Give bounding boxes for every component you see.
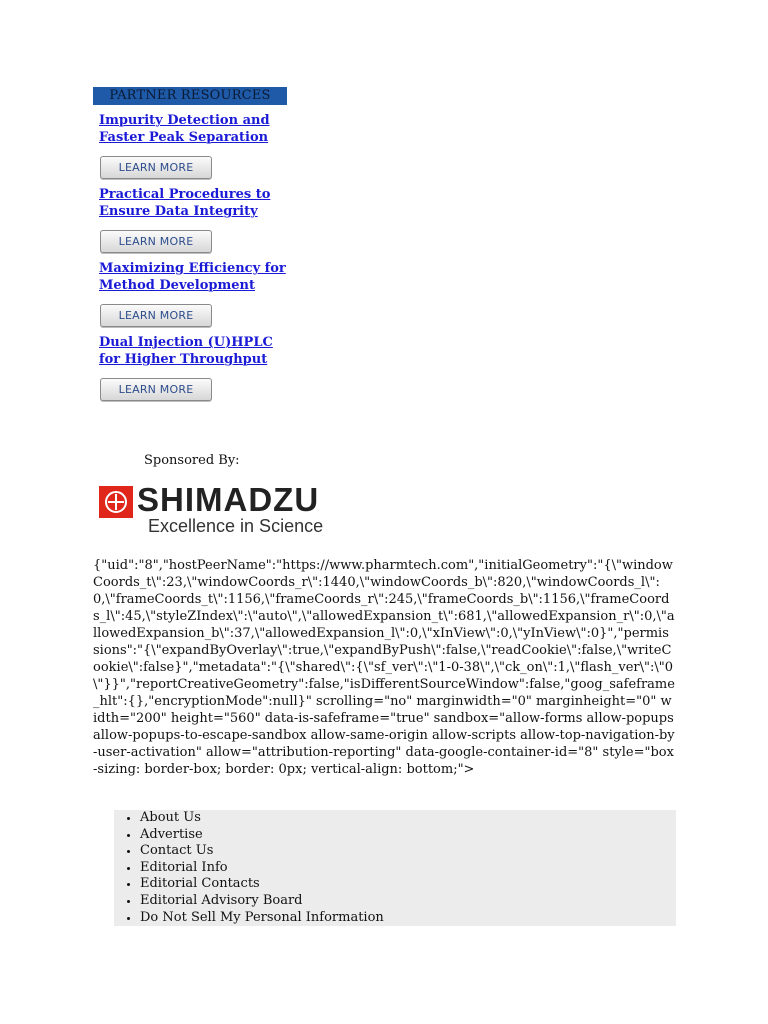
learn-more-button[interactable]: LEARN MORE [100, 156, 212, 179]
sponsor-logo[interactable] [99, 481, 324, 540]
footer-nav [114, 810, 676, 926]
partner-resources [93, 87, 287, 401]
resource-item [99, 186, 287, 253]
footer-link-about-us[interactable]: • About Us [140, 810, 676, 827]
resource-title-line1: Impurity Detection and [99, 113, 270, 128]
resource-title-line1: Dual Injection (U)HPLC [99, 335, 273, 350]
resource-link[interactable] [99, 334, 287, 368]
sponsor-logo-wordmark: SHIMADZU [137, 481, 320, 518]
footer-link-advertise[interactable]: • Advertise [140, 827, 676, 844]
learn-more-button[interactable]: LEARN MORE [100, 378, 212, 401]
footer-link-editorial-advisory-board[interactable]: • Editorial Advisory Board [140, 893, 676, 910]
resource-link[interactable] [99, 186, 287, 220]
resource-item [99, 112, 287, 179]
partner-resources-header: PARTNER RESOURCES [93, 87, 287, 105]
learn-more-button[interactable]: LEARN MORE [100, 230, 212, 253]
resource-title-line1: Practical Procedures to [99, 187, 271, 202]
footer-link-contact-us[interactable]: • Contact Us [140, 843, 676, 860]
resource-title-line2: Ensure Data Integrity [99, 204, 258, 219]
resource-link[interactable] [99, 112, 287, 146]
sponsor-logo-tagline: Excellence in Science [148, 516, 324, 536]
resource-item [99, 260, 287, 327]
resource-title-line2: for Higher Throughput [99, 352, 268, 367]
footer-link-editorial-contacts[interactable]: • Editorial Contacts [140, 876, 676, 893]
resource-item [99, 334, 287, 401]
footer-link-editorial-info[interactable]: • Editorial Info [140, 860, 676, 877]
learn-more-button[interactable]: LEARN MORE [100, 304, 212, 327]
shimadzu-mark-icon [99, 486, 133, 518]
sponsored-by-label: Sponsored By: [144, 453, 240, 468]
resource-title-line2: Method Development [99, 278, 255, 293]
footer-link-do-not-sell[interactable]: • Do Not Sell My Personal Information [140, 910, 676, 927]
resource-title-line1: Maximizing Efficiency for [99, 261, 286, 276]
raw-iframe-attribute-text: {"uid":"8","hostPeerName":"https://www.pharmtech.com","initialGeometry":"{\"windowCoords_t\":23,\"windowCoords_r\":1440,\"windowCoords_b\":820,\"windowCoords_l\":0,\"frameCoords_t\":1156,\"frameCoords_r\":245,\"frameCoords_b\":1156,\"frameCoords_l\":45,\"styleZIndex\":\"auto\",\"allowedExpansion_t\":681,\"allowedExpansion_r\":0,\"allowedExpansion_b\":37,\"allowedExpansion_l\":0,\"xInView\":0,\"yInView\":0}","permissions":"{\"expandByOverlay\":true,\"expandByPush\":false,\"readCookie\":false,\"writeCookie\":false}","metadata":"{\"shared\":{\"sf_ver\":\"1-0-38\",\"ck_on\":1,\"flash_ver\":\"0\"}}","reportCreativeGeometry":false,"isDifferentSourceWindow":false,"goog_safeframe_hlt":{},"encryptionMode":null}" scrolling="no" marginwidth="0" marginheight="0" width="200" height="560" data-is-safeframe="true" sandbox="allow-forms allow-popups allow-popups-to-escape-sandbox allow-same-origin allow-scripts allow-top-navigation-by-user-activation" allow="attribution-reporting" data-google-container-id="8" style="box-sizing: border-box; border: 0px; vertical-align: bottom;"> [93, 558, 675, 777]
resource-title-line2: Faster Peak Separation [99, 130, 269, 145]
footer-link-list [114, 810, 676, 926]
resource-link[interactable] [99, 260, 287, 294]
